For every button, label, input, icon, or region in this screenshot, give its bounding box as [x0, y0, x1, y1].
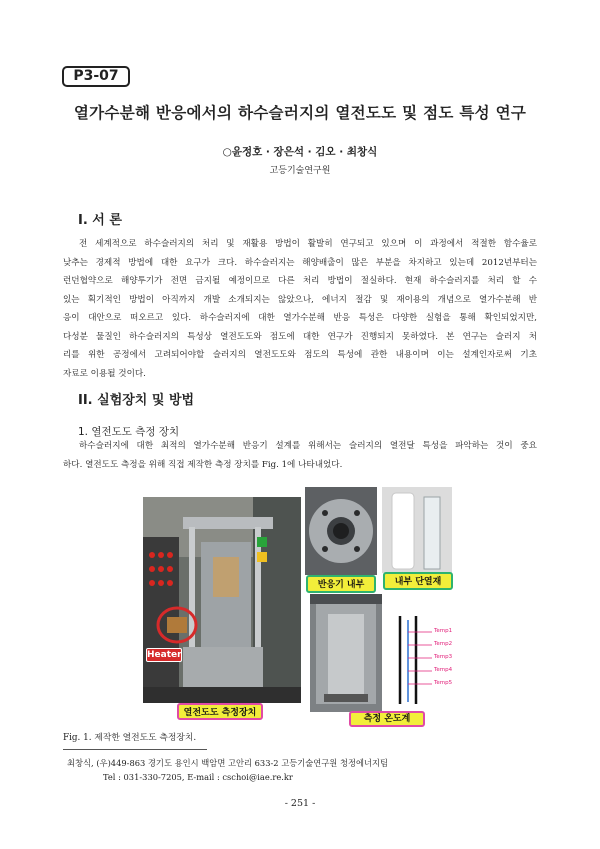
temp-label: Temp5: [434, 680, 453, 686]
text-line: 있는 획기적인 방법이 아직까지 개발 소개되지는 않았으나, 에너지 절감 및 재이용의 개념으로 열가수분해 반: [63, 294, 537, 305]
thermometer-label: 측정 온도계: [349, 711, 425, 727]
page-number: - 251 -: [284, 798, 316, 809]
section-heading-intro: I. 서 론: [78, 213, 122, 228]
figure-caption: Fig. 1. 제작한 열전도도 측정장치.: [63, 733, 197, 743]
text-line: 하다. 열전도도 측정을 위해 직접 제작한 측정 장치를 Fig. 1에 나타내었다.: [63, 459, 343, 470]
footnote-address: 최창식, (우)449-863 경기도 용인시 백암면 고안리 633-2 고등기술연구원 청정에너지팀: [67, 758, 389, 768]
apparatus-photo: [143, 497, 301, 703]
text-line: 런던협약으로 해양투기가 전면 금지될 예정이므로 다른 처리 방법이 절실하다. 현재 하수슬러지를 처리 할 수: [63, 276, 537, 286]
footnote-divider: [63, 749, 207, 750]
section-heading-methods: II. 실험장치 및 방법: [78, 393, 195, 408]
thermometer-photo: [310, 594, 382, 712]
text-line: 리를 위한 공정에서 고려되어야할 슬러지의 열전도도와 점도의 특성에 관한 내용이며 이는 설계인자로써 기초: [63, 350, 537, 360]
insulation-label: 내부 단열재: [383, 572, 453, 590]
temp-label: Temp1: [434, 628, 453, 634]
insulation-photo: [382, 487, 452, 573]
text-line: 다성분 물질인 하수슬러지의 특성상 열전도도와 점도에 대한 연구가 진행되지 못하였다. 본 연구는 슬러지 처: [63, 331, 537, 342]
authors: ○윤정호 · 장은석 · 김오 · 최창식: [222, 146, 378, 158]
text-line: 전 세계적으로 하수슬러지의 처리 및 재활용 방법이 활발히 연구되고 있으며 이 과정에서 적절한 함수율로: [79, 239, 537, 249]
temp-label: Temp3: [434, 654, 453, 660]
methods-paragraph: [63, 437, 537, 474]
subsection-heading: 1. 열전도도 측정 장치: [78, 426, 180, 438]
thermometer-schematic: [388, 612, 464, 708]
text-line: 응이 대안으로 떠오르고 있다. 하수슬러지에 대한 열가수분해 반응 특성은 다양한 실험을 통해 확인되었지만,: [63, 313, 537, 323]
temp-label: Temp2: [434, 641, 453, 647]
affiliation: 고등기술연구원: [269, 166, 331, 176]
intro-paragraph: [63, 235, 537, 383]
reactor-inside-photo: [305, 487, 377, 575]
paper-id-box: P3-07: [62, 66, 130, 87]
text-line: 하수슬러지에 대한 최적의 열가수분해 반응기 설계를 위해서는 슬러지의 열전달 특성을 파악하는 것이 중요: [79, 441, 537, 451]
footnote-contact: Tel : 031-330-7205, E-mail : cschoi@iae.re.kr: [103, 772, 293, 782]
apparatus-label: 열전도도 측정장치: [177, 703, 263, 720]
paper-title: 열가수분해 반응에서의 하수슬러지의 열전도도 및 점도 특성 연구: [73, 104, 527, 122]
text-line: 자료로 이용될 것이다.: [63, 368, 146, 379]
text-line: 낮추는 경제적 방법에 대한 요구가 크다. 하수슬러지는 해양배출이 많은 부분을 차지하고 있는데 2012년부터는: [63, 257, 537, 268]
temp-label: Temp4: [434, 667, 453, 673]
heater-label: Heater: [147, 650, 182, 660]
reactor-inside-label: 반응기 내부: [306, 575, 376, 593]
